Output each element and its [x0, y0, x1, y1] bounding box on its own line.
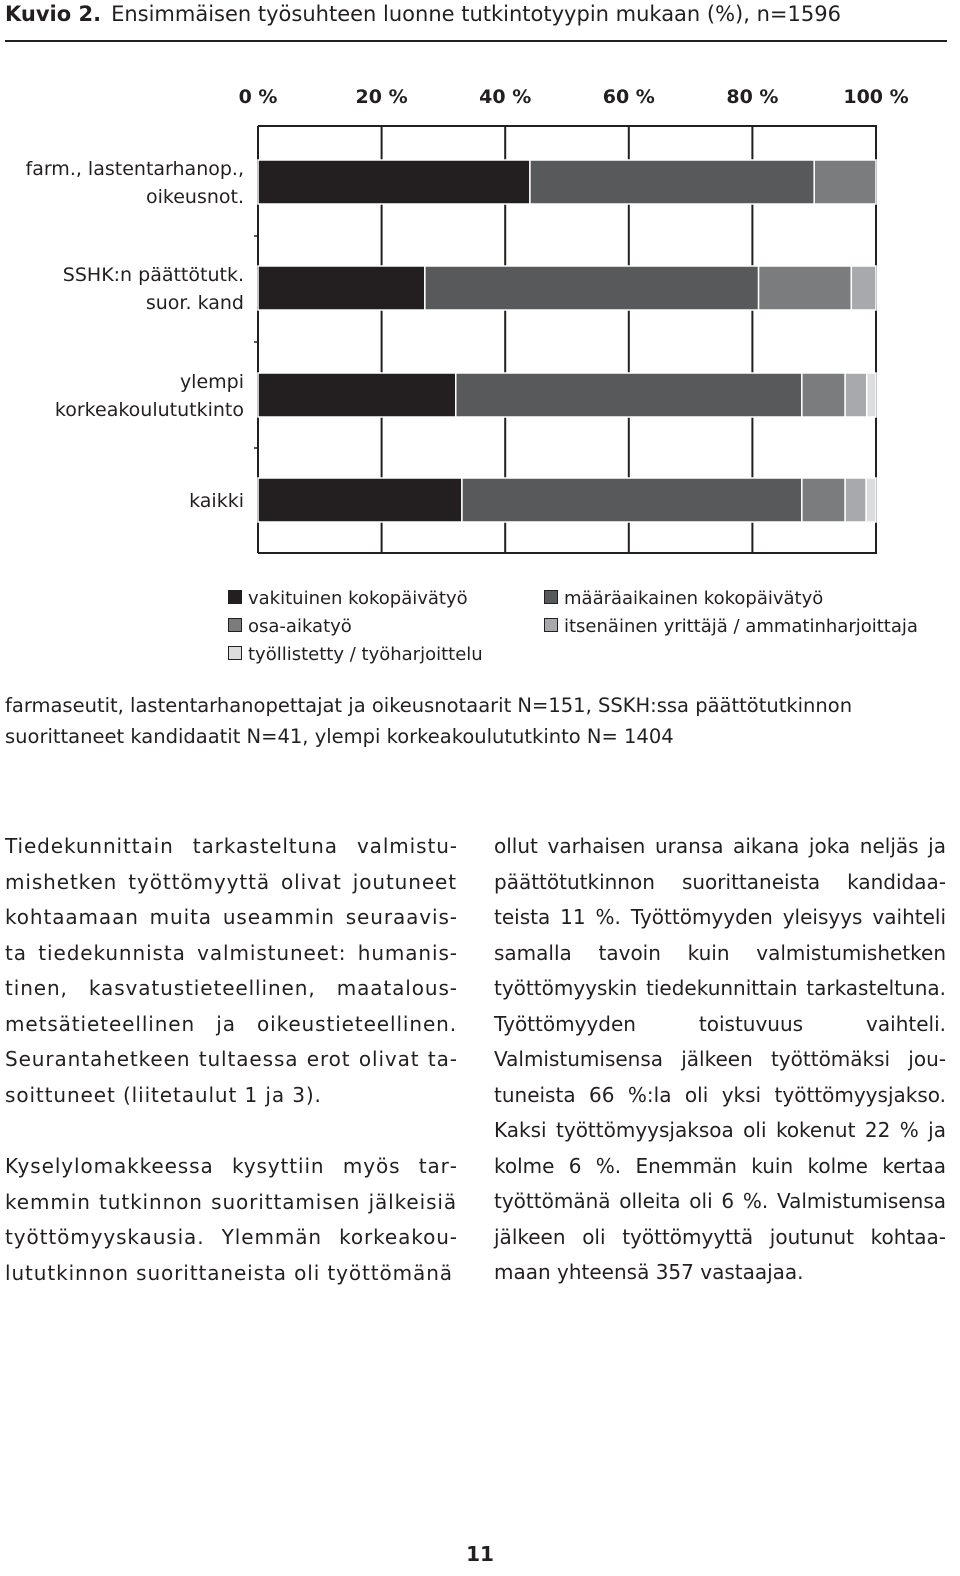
caption-divider [5, 40, 947, 42]
legend-right [544, 585, 918, 641]
figure-note: farmaseutit, lastentarhanopettajat ja oikeusnotaarit N=151, SSKH:ssa päättötutkinnon suorittaneet kandidaatit N=41, ylempi korkeakoulututkinto N= 1404 [5, 694, 853, 748]
x-tick-label: 100 % [843, 86, 909, 108]
legend-swatch [228, 590, 242, 604]
figure-label: Kuvio 2. [5, 2, 102, 26]
bar-segment [802, 478, 845, 522]
bar-segment [802, 373, 845, 417]
body-column-right [494, 829, 946, 1327]
figure-caption [5, 0, 947, 28]
legend-swatch [228, 618, 242, 632]
bar-segment [258, 373, 456, 417]
body-column-left [5, 829, 457, 1327]
paragraph: Tiedekunnittain tarkasteltuna valmistumishetken työttömyyttä olivat joutuneet kohtaamaan muita useammin seuraavista tiedekunnista valmistuneet: humanistinen, kasvatustieteellinen, maatalousmetsätieteellinen ja oikeustieteellinen. Seurantahetkeen tultaessa erot olivat tasoittuneet (liitetaulut 1 ja 3). [5, 834, 457, 1107]
paragraph: ollut varhaisen uransa aikana joka neljäs ja päättötutkinnon suorittaneista kandidaateista 11 %. Työttömyyden yleisyys vaihteli samalla tavoin kuin valmistumishetken työttömyyskin tiedekunnittain tarkasteltuna. Työttömyyden toistuvuus vaihteli. Valmistumisensa jälkeen työttömäksi joutuneista 66 %:la oli yksi työttömyysjakso. Kaksi työttömyysjaksoa oli kokenut 22 % ja kolme 6 %. Enemmän kuin kolme kertaa työttömänä olleita oli 6 %. Valmistumisensa jälkeen oli työttömyyttä joutunut kohtaamaan yhteensä 357 vastaajaa. [494, 834, 946, 1284]
legend-item [544, 585, 918, 613]
category-label: SSHK:n päättötutk. [62, 264, 244, 286]
paragraph: Kyselylomakkeessa kysyttiin myös tarkemmin tutkinnon suorittamisen jälkeisiä työttömyyskausia. Ylemmän korkeakoulututkinnon suorittaneista oli työttömänä [5, 1154, 457, 1285]
bar-segment [866, 478, 876, 522]
bar-segment [845, 478, 866, 522]
legend-label: vakituinen kokopäivätyö [248, 588, 468, 609]
legend-item [228, 613, 483, 641]
category-label: ylempi [179, 371, 244, 393]
x-tick-label: 0 % [238, 86, 278, 108]
legend-label: itsenäinen yrittäjä / ammatinharjoittaja [564, 616, 918, 637]
figure-caption-text: Ensimmäisen työsuhteen luonne tutkintotyypin mukaan (%), n=1596 [111, 2, 841, 26]
bar-segment [530, 160, 814, 204]
bar-segment [425, 266, 759, 310]
category-label: suor. kand [145, 292, 244, 314]
x-tick-label: 40 % [479, 86, 532, 108]
bar-segment [851, 266, 876, 310]
legend-item [544, 613, 918, 641]
bar-segment [759, 266, 852, 310]
legend-swatch [228, 646, 242, 660]
category-label: oikeusnot. [145, 186, 244, 208]
x-tick-label: 20 % [355, 86, 408, 108]
bar-segment [258, 478, 462, 522]
bar-segment [867, 373, 876, 417]
legend-swatch [544, 618, 558, 632]
page-number: 11 [466, 1542, 494, 1566]
legend-label: osa-aikatyö [248, 616, 352, 637]
bar-segment [456, 373, 802, 417]
legend-item [228, 585, 483, 613]
legend-label: työllistetty / työharjoittelu [248, 644, 483, 665]
legend-left [228, 585, 483, 669]
bar-segment [845, 373, 867, 417]
bar-segment [814, 160, 876, 204]
bar-segment [258, 266, 425, 310]
category-label: korkeakoulututkinto [54, 399, 244, 421]
category-label: farm., lastentarhanop., [25, 158, 244, 180]
category-label: kaikki [189, 490, 244, 512]
bar-segment [258, 160, 530, 204]
legend-item [228, 641, 483, 669]
x-tick-label: 60 % [602, 86, 655, 108]
x-tick-label: 80 % [726, 86, 779, 108]
stacked-bar-chart [0, 70, 960, 560]
legend-label: määräaikainen kokopäivätyö [564, 588, 824, 609]
bar-segment [462, 478, 802, 522]
legend-swatch [544, 590, 558, 604]
